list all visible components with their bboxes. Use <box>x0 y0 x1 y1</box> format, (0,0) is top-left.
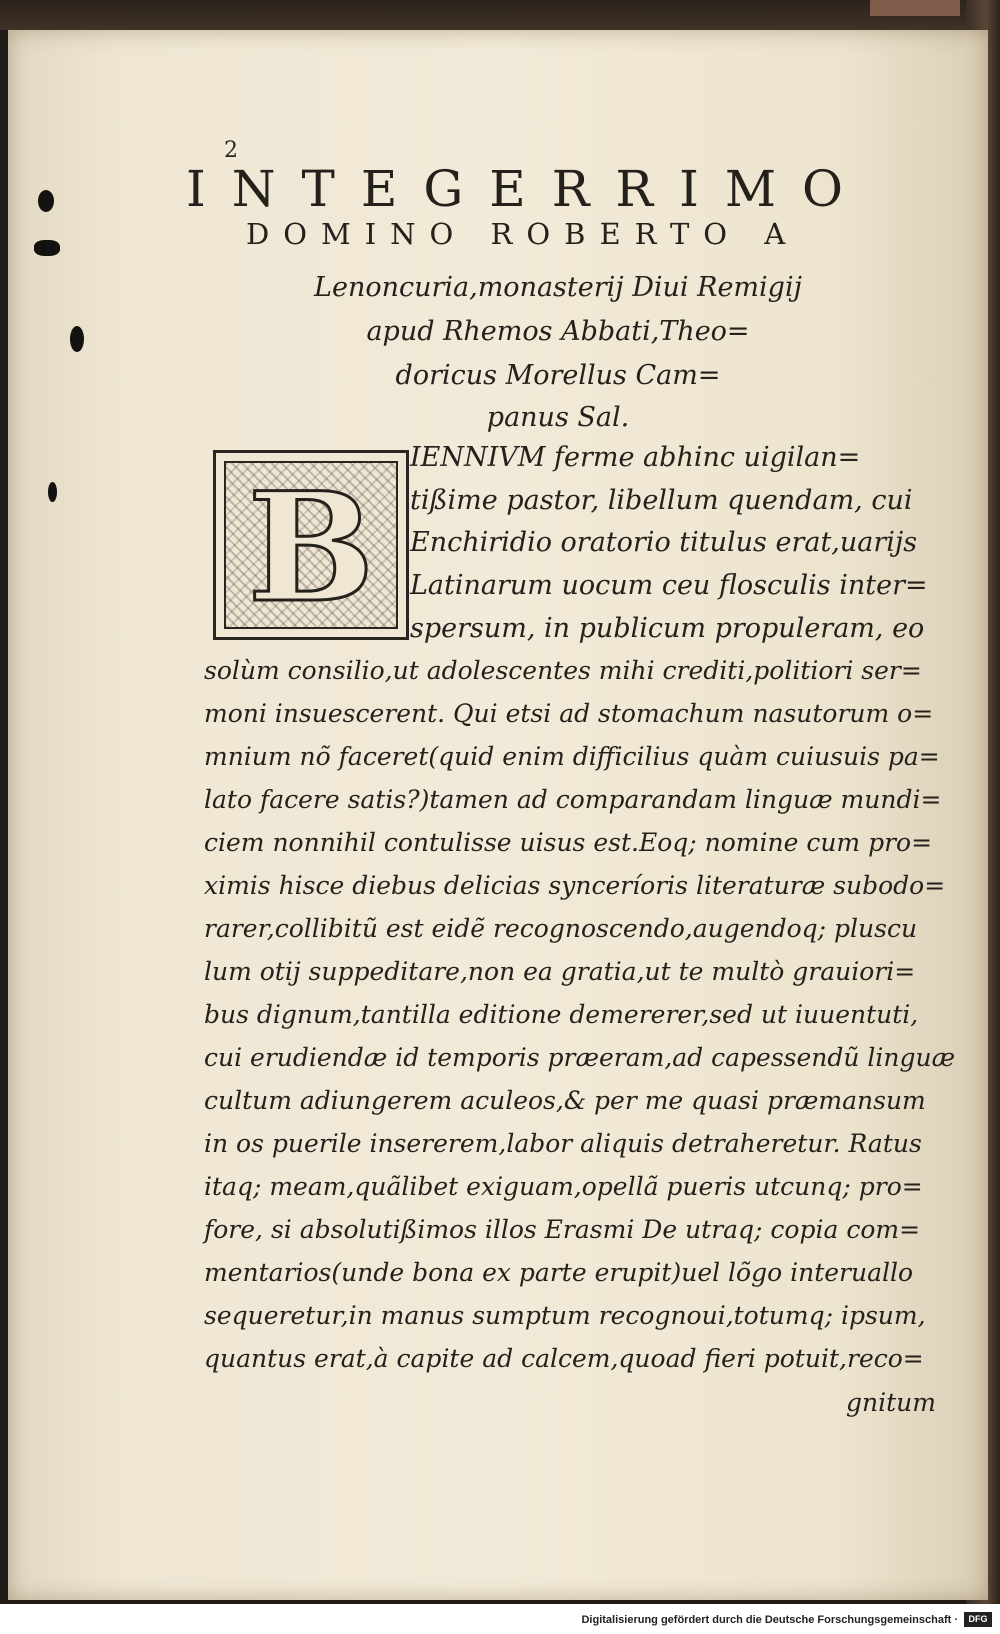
binding-hole <box>48 482 57 502</box>
ribbon-marker <box>870 0 960 16</box>
dfg-logo: DFG <box>964 1612 992 1627</box>
page-number: 2 <box>224 138 238 163</box>
book-edge-top <box>0 0 1000 30</box>
body-line: itaq; meam,quãlibet exiguam,opellã pueris utcunq; pro= <box>204 1172 923 1201</box>
body-line: IENNIVM ferme abhinc uigilan= <box>410 442 861 473</box>
initial-letter: B <box>247 460 375 636</box>
initial-ornament-frame <box>224 460 398 636</box>
body-line: rarer,collibitũ est eidẽ recognoscendo,augendoq; pluscu <box>204 914 918 943</box>
heading-line: Lenoncuria,monasterij Diui Remigij <box>314 272 802 303</box>
body-line: lato facere satis?)tamen ad comparandam linguæ mundi= <box>204 785 942 814</box>
binding-hole <box>70 326 84 352</box>
body-line: in os puerile insererem,labor aliquis detraheretur. Ratus <box>204 1129 922 1158</box>
body-line: quantus erat,à capite ad calcem,quoad fieri potuit,reco= <box>204 1344 924 1373</box>
body-line: cultum adiungerem aculeos,& per me quasi præmansum <box>204 1086 926 1115</box>
body-line: sequeretur,in manus sumptum recognoui,totumq; ipsum, <box>204 1301 926 1330</box>
body-line: lum otij suppeditare,non ea gratia,ut te multò grauiori= <box>204 957 916 986</box>
title-line-2: DOMINO ROBERTO A <box>246 217 800 251</box>
body-line: Enchiridio oratorio titulus erat,uarijs <box>410 527 918 558</box>
binding-hole <box>34 240 60 256</box>
body-line: cui erudiendæ id temporis præeram,ad capessendũ linguæ <box>204 1043 956 1072</box>
decorated-initial <box>213 450 409 640</box>
body-line: solùm consilio,ut adolescentes mihi crediti,politiori ser= <box>204 656 922 685</box>
funding-credit: Digitalisierung gefördert durch die Deutsche Forschungsgemeinschaft · <box>581 1614 958 1626</box>
body-line: ximis hisce diebus delicias synceríoris literaturæ subodo= <box>204 871 946 900</box>
heading-line: doricus Morellus Cam= <box>395 360 721 391</box>
body-line: ciem nonnihil contulisse uisus est.Eoq; nomine cum pro= <box>204 828 933 857</box>
title-line-1: INTEGERRIMO <box>186 160 870 218</box>
heading-line: panus Sal. <box>486 402 630 433</box>
catchword: gnitum <box>846 1388 936 1417</box>
body-line: tißime pastor, libellum quendam, cui <box>410 485 913 516</box>
body-line: moni insuescerent. Qui etsi ad stomachum nasutorum o= <box>204 699 934 728</box>
book-page <box>8 30 988 1600</box>
body-line: bus dignum,tantilla editione demererer,sed ut iuuentuti, <box>204 1000 919 1029</box>
body-line: fore, si absolutißimos illos Erasmi De utraq; copia com= <box>204 1215 921 1244</box>
digitization-footer <box>0 1604 1000 1634</box>
body-line: mnium nõ faceret(quid enim difficilius quàm cuiusuis pa= <box>204 742 940 771</box>
heading-line: apud Rhemos Abbati,Theo= <box>366 316 750 347</box>
body-line: mentarios(unde bona ex parte erupit)uel lõgo interuallo <box>204 1258 914 1287</box>
body-line: spersum, in publicum propuleram, eo <box>410 613 925 644</box>
binding-hole <box>38 190 54 212</box>
body-line: Latinarum uocum ceu flosculis inter= <box>410 570 928 601</box>
